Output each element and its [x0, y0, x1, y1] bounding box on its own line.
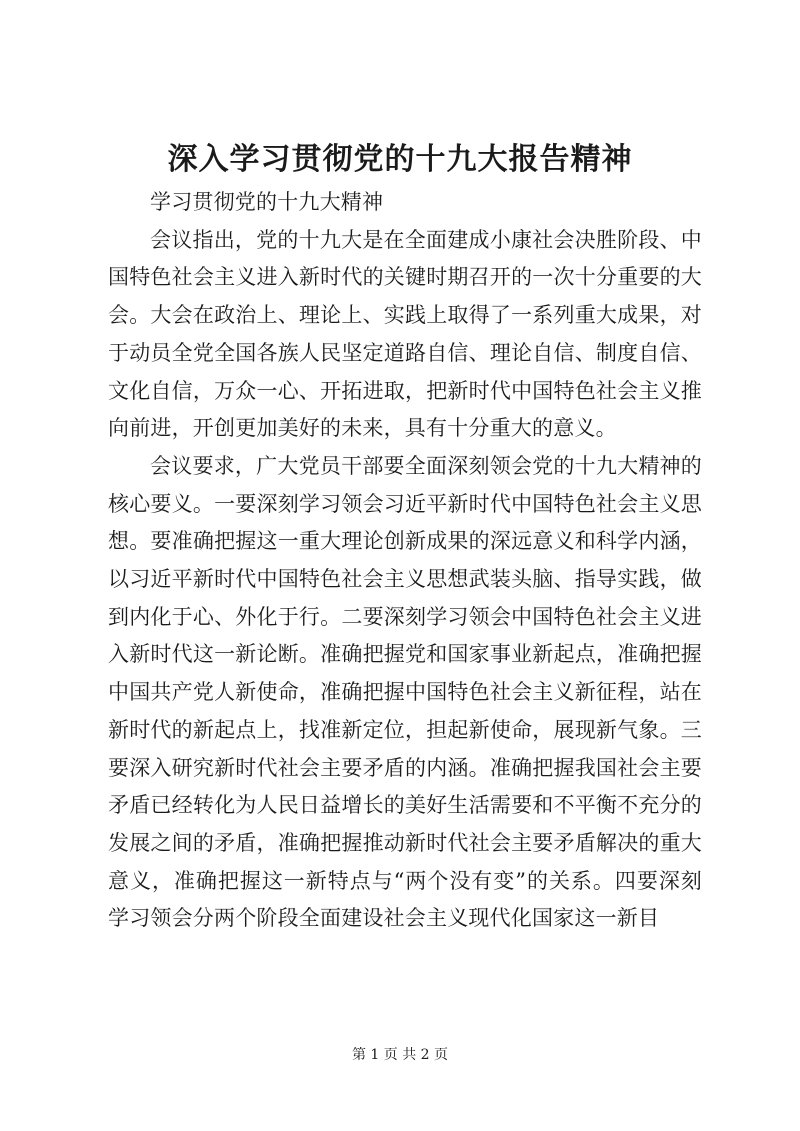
page-number-indicator: 第 1 页 共 2 页: [351, 1047, 449, 1063]
page-footer: [0, 1046, 800, 1064]
body-paragraph: 会议要求，广大党员干部要全面深刻领会党的十九大精神的核心要义。一要深刻学习领会习近平新时代中国特色社会主义思想。要准确把握这一重大理论创新成果的深远意义和科学内涵，以习近平新时代中国特色社会主义思想武装头脑、指导实践，做到内化于心、外化于行。二要深刻学习领会中国特色社会主义进入新时代这一新论断。准确把握党和国家事业新起点，准确把握中国共产党人新使命，准确把握中国特色社会主义新征程，站在新时代的新起点上，找准新定位，担起新使命，展现新气象。三要深入研究新时代社会主要矛盾的内涵。准确把握我国社会主要矛盾已经转化为人民日益增长的美好生活需要和不平衡不充分的发展之间的矛盾，准确把握推动新时代社会主要矛盾解决的重大意义，准确把握这一新特点与“两个没有变”的关系。四要深刻学习领会分两个阶段全面建设社会主义现代化国家这一新目: [108, 453, 702, 931]
body-paragraph: 会议指出，党的十九大是在全面建成小康社会决胜阶段、中国特色社会主义进入新时代的关键时期召开的一次十分重要的大会。大会在政治上、理论上、实践上取得了一系列重大成果，对于动员全党全国各族人民坚定道路自信、理论自信、制度自信、文化自信，万众一心、开拓进取，把新时代中国特色社会主义推向前进，开创更加美好的未来，具有十分重大的意义。: [108, 227, 702, 441]
subtitle-paragraph: 学习贯彻党的十九大精神: [150, 190, 384, 214]
document-title: 深入学习贯彻党的十九大报告精神: [167, 142, 633, 177]
document-body: [108, 184, 702, 938]
